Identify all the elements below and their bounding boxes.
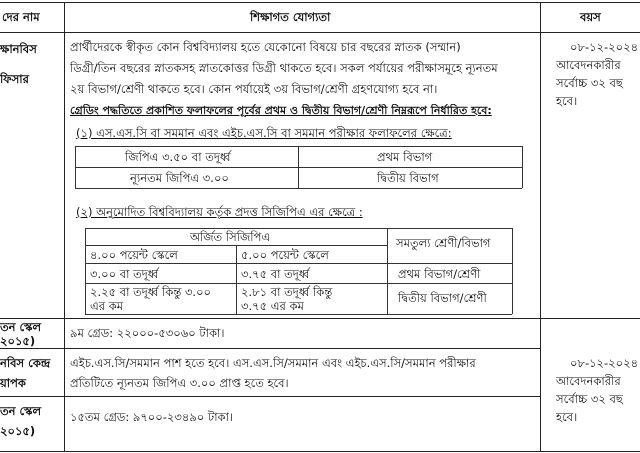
- pay2-text: ১৫তম গ্রেড: ৯৭০০-২৩৪৯০ টাকা।: [70, 410, 234, 424]
- cgpa-scale5: ৫.০০ পয়েন্ট স্কেলে: [241, 248, 329, 262]
- header-age: বয়স: [580, 10, 601, 24]
- row1-text-line-1: প্রার্থীদেরকে স্বীকৃত কোন বিশ্ববিদ্যালয় হতে যেকোনো বিষয়ে চার বছরের স্নাতক (সম্মান): [70, 40, 461, 54]
- ssc-row1-division: প্রথম বিভাগ: [377, 150, 433, 164]
- row2-text-line-2: প্রতিটিতে ন্যূনতম জিপিএ ৩.০০ প্রাপ্ত হতে হবে।: [70, 376, 289, 390]
- ssc-heading: (১) এস.এস.সি বা সমমান এবং এইচ.এস.সি বা সমমান পরীক্ষার ফলাফলের ক্ষেত্রে:: [76, 126, 452, 140]
- cgpa-header-equiv: সমতুল্য শ্রেণী/বিভাগ: [396, 236, 491, 250]
- table-bottom-border: [0, 451, 640, 452]
- row2-text-line-1: এইচ.এস.সি/সমমান পাশ হতে হবে। এস.এস.সি/সমমান এবং এইচ.এস.সি/সমমান পরীক্ষার: [70, 356, 476, 370]
- cgpa-row2-s5-line2: ৩.৭৫ এর কম: [241, 299, 304, 313]
- cgpa-row2-equiv: দ্বিতীয় বিভাগ/শ্রেণী: [398, 291, 487, 305]
- row1-text-line-2: ডিগ্রী/তিন বছরের স্নাতকসহ স্নাতকোত্তর ডিগ্রী থাকতে হবে। সকল পর্যায়ের পরীক্ষাসমূহে ন্যূনতম: [70, 61, 498, 75]
- row2-age-line-3: সর্বোচ্চ ৩২ বছ: [556, 392, 623, 406]
- header-qualification: শিক্ষাগত যোগ্যতা: [250, 10, 331, 24]
- cgpa-row1-s5: ৩.৭৫ বা তদূর্ধ্ব: [241, 267, 310, 281]
- pay1-label-line-1: তন স্কেল: [0, 320, 42, 334]
- row2-post-line-1: নবিস কেন্দ্র: [0, 356, 51, 370]
- cgpa-row2-s4-line1: ২.২৫ বা তদূর্ধ্ব কিন্তু ৩.০০: [90, 285, 212, 299]
- row2-age-line-2: আবেদনকারীর: [556, 374, 621, 388]
- table-top-border: [0, 2, 640, 3]
- header-bottom-border: [0, 32, 640, 33]
- col-divider-2: [540, 2, 541, 452]
- row1-age-line-4: হবে।: [556, 94, 578, 108]
- cgpa-scale4: ৪.০০ পয়েন্ট স্কেলে: [90, 248, 178, 262]
- row2-age-line-4: হবে।: [556, 410, 578, 424]
- ssc-row2-division: দ্বিতীয় বিভাগ: [377, 171, 439, 185]
- header-post-name: দের নাম: [2, 10, 40, 24]
- row1-post-line-2: ফিসার: [0, 72, 29, 86]
- cgpa-row2-s5-line1: ২.৮১ বা তদূর্ধ্ব কিন্তু: [241, 285, 333, 299]
- cgpa-heading: (২) অনুমোদিত বিশ্ববিদ্যালয় কর্তৃক প্রদত্ত সিজিপিএ এর ক্ষেত্রে :: [76, 205, 363, 219]
- cgpa-row1-equiv: প্রথম বিভাগ/শ্রেণী: [398, 267, 481, 281]
- ssc-row1-gpa: জিপিএ ৩.৫০ বা তদূর্ধ্ব: [125, 150, 231, 164]
- pay1-label-line-2: ২০১৫): [0, 334, 36, 348]
- row2-bottom-border: [0, 396, 540, 397]
- col-divider-1: [64, 2, 65, 452]
- row1-post-line-1: ক্ষানবিস: [0, 42, 37, 56]
- row1-bottom-border: [0, 318, 640, 319]
- pay2-label-line-1: তন স্কেল: [0, 404, 42, 418]
- pay1-text: ৯ম গ্রেড: ২২০০০-৫৩০৬০ টাকা।: [70, 326, 225, 340]
- ssc-row2-gpa: ন্যূনতম জিপিএ ৩.০০: [130, 171, 229, 185]
- grading-heading: গ্রেডিং পদ্ধতিতে প্রকাশিত ফলাফলের পূর্বের প্রথম ও দ্বিতীয় বিভাগ/শ্রেণী নিম্নরূপে নির্ধারিত হবে:: [70, 104, 492, 117]
- row2-post-line-2: য়াপক: [0, 376, 26, 390]
- pay2-label-line-2: ২০১৫): [0, 424, 36, 438]
- row1-age-line-1: ০৮-১২-২০২৪: [570, 40, 639, 54]
- row1-age-line-3: সর্বোচ্চ ৩২ বছ: [556, 76, 623, 90]
- pay1-bottom-border: [0, 348, 540, 349]
- cgpa-header-earned: অর্জিত সিজিপিএ: [190, 230, 271, 244]
- row1-text-line-3: ২য় বিভাগ/শ্রেণী থাকতে হবে। কোন পর্যায়েই ৩য় বিভাগ/শ্রেণী গ্রহণযোগ্য হবে না।: [70, 82, 438, 96]
- cgpa-row2-s4-line2: এর কম: [90, 299, 124, 313]
- row1-age-line-2: আবেদনকারীর: [556, 58, 621, 72]
- cgpa-row1-s4: ৩.০০ বা তদূর্ধ্ব: [90, 267, 159, 281]
- row2-age-line-1: ০৮-১২-২০২৪: [570, 356, 639, 370]
